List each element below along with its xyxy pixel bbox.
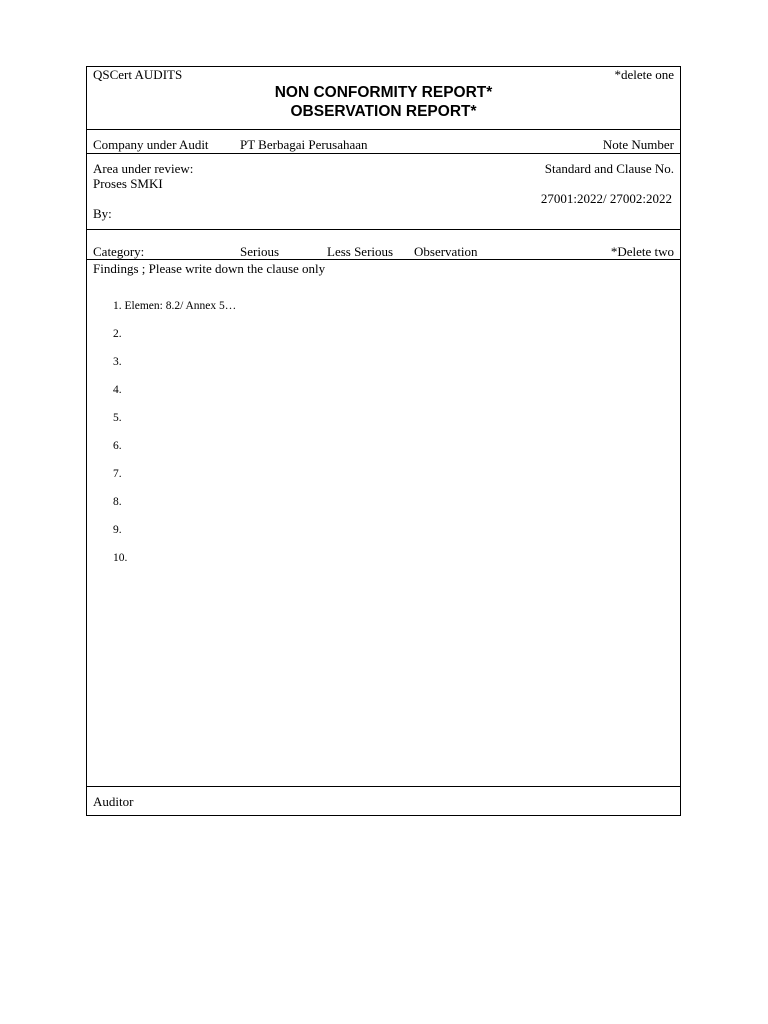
- report-title-nonconformity: NON CONFORMITY REPORT*: [274, 84, 493, 101]
- nonconformity-report-form: [86, 66, 681, 816]
- standard-label: Standard and Clause No.: [544, 161, 674, 176]
- by-label: By:: [93, 206, 112, 221]
- finding-item[interactable]: 3.: [113, 356, 122, 368]
- note-number-label: Note Number: [602, 137, 674, 152]
- category-option-less-serious[interactable]: Less Serious: [327, 244, 394, 259]
- company-value[interactable]: PT Berbagai Perusahaan: [240, 137, 368, 152]
- divider: [87, 129, 680, 130]
- area-label: Area under review:: [93, 161, 194, 176]
- finding-item[interactable]: 6.: [113, 440, 122, 452]
- divider: [87, 153, 680, 154]
- finding-item[interactable]: 9.: [113, 524, 122, 536]
- divider: [87, 786, 680, 787]
- org-name: QSCert AUDITS: [93, 67, 183, 82]
- delete-one-note: *delete one: [614, 67, 674, 82]
- finding-item[interactable]: 10.: [113, 552, 128, 564]
- category-label: Category:: [93, 244, 145, 259]
- finding-item[interactable]: 4.: [113, 384, 122, 396]
- delete-two-note: *Delete two: [610, 244, 674, 259]
- finding-item[interactable]: 5.: [113, 412, 122, 424]
- finding-item[interactable]: 1. Elemen: 8.2/ Annex 5…: [113, 300, 237, 312]
- divider: [87, 229, 680, 230]
- standard-value[interactable]: 27001:2022/ 27002:2022: [540, 191, 672, 206]
- findings-label: Findings ; Please write down the clause only: [93, 261, 326, 276]
- category-option-observation[interactable]: Observation: [414, 244, 478, 259]
- company-label: Company under Audit: [93, 137, 209, 152]
- finding-item[interactable]: 7.: [113, 468, 122, 480]
- report-title-observation: OBSERVATION REPORT*: [290, 103, 477, 120]
- finding-item[interactable]: 8.: [113, 496, 122, 508]
- category-option-serious[interactable]: Serious: [240, 244, 279, 259]
- finding-item[interactable]: 2.: [113, 328, 122, 340]
- area-value[interactable]: Proses SMKI: [93, 176, 163, 191]
- auditor-label: Auditor: [93, 794, 134, 809]
- divider: [87, 259, 680, 260]
